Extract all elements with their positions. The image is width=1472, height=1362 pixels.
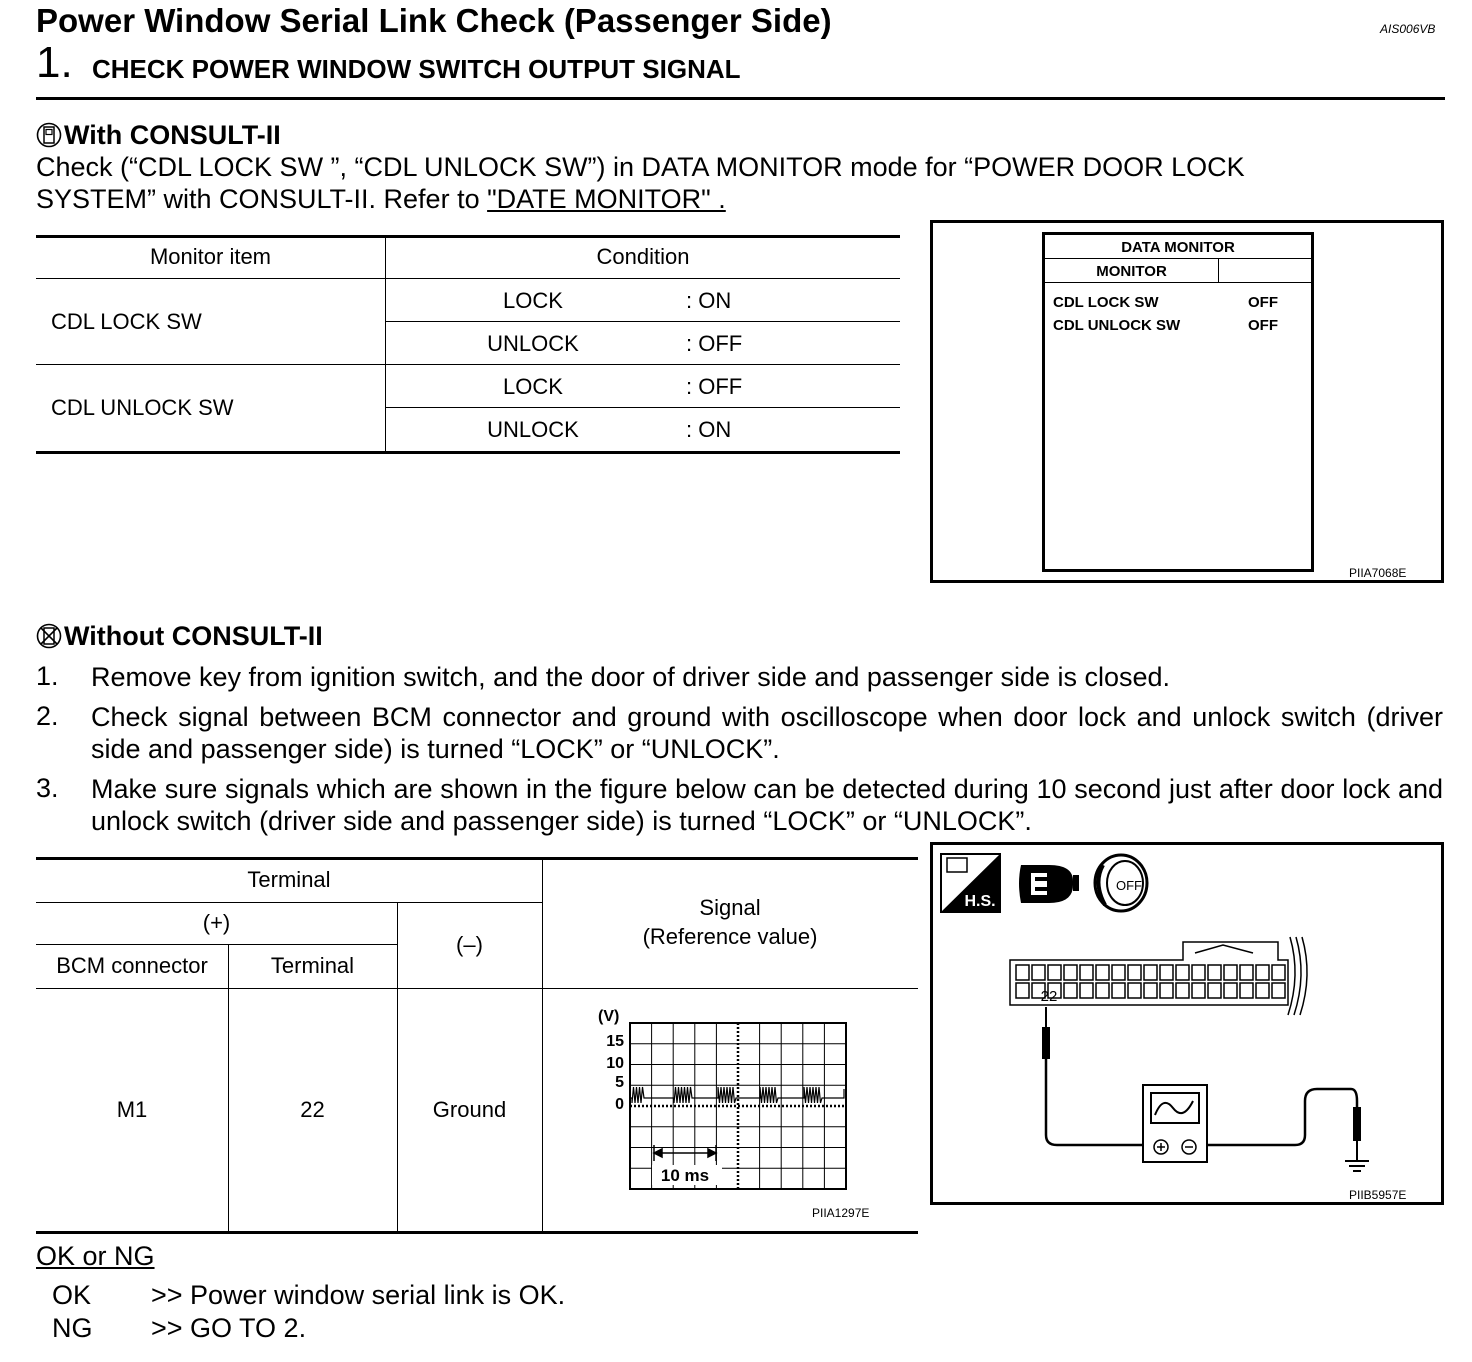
with-consult-label: With CONSULT-II bbox=[64, 120, 281, 150]
condition-value: : OFF bbox=[686, 331, 743, 356]
connector-pin bbox=[1240, 983, 1253, 998]
connector-pin bbox=[1048, 965, 1061, 980]
col-minus: (–) bbox=[456, 932, 483, 957]
scope-tick: 0 bbox=[615, 1096, 624, 1113]
figure-code: PIIB5957E bbox=[1349, 1188, 1407, 1202]
probe-ground bbox=[1207, 1089, 1369, 1171]
without-consult-label: Without CONSULT-II bbox=[64, 621, 323, 651]
connector-pin bbox=[1016, 983, 1029, 998]
with-consult-heading bbox=[36, 120, 281, 151]
data-monitor-figure bbox=[930, 220, 1444, 583]
harness-side-icon bbox=[941, 854, 1000, 912]
terminal-table bbox=[36, 857, 918, 1235]
without-consult-heading bbox=[36, 621, 323, 652]
condition-value: : OFF bbox=[686, 374, 743, 399]
connector-pin bbox=[1080, 965, 1093, 980]
consult-instruction-line2 bbox=[36, 183, 726, 215]
col-plus: (+) bbox=[202, 910, 231, 935]
monitor-table bbox=[36, 235, 900, 455]
cell-ground: Ground bbox=[432, 1097, 507, 1122]
condition-value: : ON bbox=[686, 288, 732, 313]
monitor-item-cdl-lock-sw: CDL LOCK SW bbox=[51, 309, 202, 334]
table-top-rule bbox=[36, 235, 900, 238]
col-monitor-item: Monitor item bbox=[149, 244, 272, 269]
connector-pin bbox=[1144, 965, 1157, 980]
connector-pin bbox=[1240, 965, 1253, 980]
step-1-number: 1. bbox=[36, 661, 59, 691]
connector-pin bbox=[1064, 983, 1077, 998]
condition-value: : ON bbox=[686, 417, 732, 442]
table-divider bbox=[385, 238, 386, 453]
step-1-text: Remove key from ignition switch, and the door of driver side and passenger side is closed. bbox=[91, 662, 1171, 692]
cell-terminal: 22 bbox=[300, 1097, 325, 1122]
col-terminal: Terminal bbox=[247, 867, 331, 892]
condition-state: UNLOCK bbox=[487, 417, 579, 442]
connector-pin bbox=[1272, 965, 1285, 980]
step-title: CHECK POWER WINDOW SWITCH OUTPUT SIGNAL bbox=[92, 54, 741, 84]
scope-unit: (V) bbox=[598, 1008, 620, 1025]
scope-tick: 15 bbox=[606, 1033, 624, 1050]
scope-time-label: 10 ms bbox=[660, 1166, 710, 1185]
condition-state: LOCK bbox=[503, 288, 563, 313]
cell-connector: M1 bbox=[116, 1097, 148, 1122]
col-signal: Signal bbox=[699, 895, 761, 920]
ignition-off-icon bbox=[1095, 855, 1147, 911]
probe-positive bbox=[1042, 1007, 1143, 1145]
step-2-text: Check signal between BCM connector and ground with oscilloscope when door lock and unlock switch (driver side and passenger side) is turned “LOCK” or “UNLOCK”. bbox=[91, 702, 1443, 764]
page-title: Power Window Serial Link Check (Passenger Side) bbox=[36, 2, 832, 39]
screen-row-value: OFF bbox=[1248, 294, 1278, 311]
ok-result-text: >> Power window serial link is OK. bbox=[151, 1280, 566, 1310]
table-rule bbox=[36, 988, 918, 989]
connector-pin bbox=[1176, 983, 1189, 998]
pin-22-label: 22 bbox=[1040, 988, 1058, 1005]
connector-pin bbox=[1208, 983, 1221, 998]
connector-pin bbox=[1096, 983, 1109, 998]
consult-icon bbox=[36, 122, 62, 148]
table-bottom-rule bbox=[36, 451, 900, 454]
connector-pin bbox=[1128, 983, 1141, 998]
screen-row-value: OFF bbox=[1248, 317, 1278, 334]
screen-row-label: CDL UNLOCK SW bbox=[1053, 317, 1181, 334]
table-top-rule bbox=[36, 857, 918, 860]
connector-pin bbox=[1176, 965, 1189, 980]
connector-pin bbox=[1160, 983, 1173, 998]
connector-pin bbox=[1064, 965, 1077, 980]
step-2-number: 2. bbox=[36, 701, 59, 731]
connector-pin bbox=[1208, 965, 1221, 980]
connector-pin bbox=[1256, 965, 1269, 980]
connector-pin bbox=[1192, 983, 1205, 998]
table-rule bbox=[36, 944, 397, 945]
connector-pin bbox=[1112, 965, 1125, 980]
ok-ng-heading bbox=[36, 1240, 155, 1272]
data-monitor-link[interactable]: "DATE MONITOR" . bbox=[487, 184, 726, 214]
step-number: 1. bbox=[36, 38, 73, 87]
connector-pin bbox=[1016, 965, 1029, 980]
document-id: AIS006VB bbox=[1380, 22, 1436, 36]
col-reference: (Reference value) bbox=[642, 924, 818, 949]
table-subrow-rule bbox=[386, 321, 900, 322]
connector-pin bbox=[1224, 965, 1237, 980]
screen-header: MONITOR bbox=[1096, 263, 1167, 280]
connector-pin bbox=[1272, 983, 1285, 998]
ok-label: OK bbox=[52, 1280, 92, 1310]
step-3-text: Make sure signals which are shown in the figure below can be detected during 10 second just after door lock and unlock switch (driver side and passenger side) is turned “LOCK” or “UNLOCK”. bbox=[91, 774, 1443, 836]
table-rule bbox=[36, 902, 542, 903]
no-consult-icon bbox=[36, 623, 62, 649]
scope-tick: 5 bbox=[615, 1074, 624, 1091]
connector-pin bbox=[1096, 965, 1109, 980]
off-label: OFF bbox=[1116, 878, 1142, 893]
table-subrow-rule bbox=[386, 407, 900, 408]
screen-divider bbox=[1218, 258, 1219, 283]
screen-rule bbox=[1045, 282, 1311, 283]
header-rule bbox=[36, 97, 1445, 100]
scope-tick: 10 bbox=[606, 1055, 624, 1072]
oscilloscope-waveform bbox=[588, 1007, 908, 1207]
wiring-figure bbox=[930, 842, 1444, 1205]
table-bottom-rule bbox=[36, 1231, 918, 1234]
figure-code: PIIA7068E bbox=[1349, 566, 1407, 580]
table-row-rule bbox=[36, 364, 900, 365]
connector-pin bbox=[1032, 965, 1045, 980]
monitor-item-cdl-unlock-sw: CDL UNLOCK SW bbox=[51, 395, 234, 420]
connector-pin bbox=[1256, 983, 1269, 998]
connector-pin bbox=[1080, 983, 1093, 998]
ok-ng-heading-text: OK or NG bbox=[36, 1241, 155, 1271]
screen-rule bbox=[1045, 258, 1311, 259]
connector-pin bbox=[1128, 965, 1141, 980]
connector-pin bbox=[1160, 965, 1173, 980]
condition-state: UNLOCK bbox=[487, 331, 579, 356]
screen-title: DATA MONITOR bbox=[1121, 239, 1235, 256]
connector-pin bbox=[1224, 983, 1237, 998]
connector-pin bbox=[1144, 983, 1157, 998]
ng-label: NG bbox=[52, 1313, 93, 1343]
figure-code: PIIA1297E bbox=[812, 1206, 870, 1220]
hs-label: H.S. bbox=[964, 893, 996, 910]
consult-instruction-text: SYSTEM” with CONSULT-II. Refer to bbox=[36, 184, 488, 214]
screen-row-label: CDL LOCK SW bbox=[1053, 294, 1159, 311]
step-3-number: 3. bbox=[36, 773, 59, 803]
col-condition: Condition bbox=[596, 244, 690, 269]
connector-pin bbox=[1192, 965, 1205, 980]
connector-pin bbox=[1112, 983, 1125, 998]
col-bcm-connector: BCM connector bbox=[56, 953, 208, 978]
consult-screen bbox=[1042, 232, 1314, 572]
col-terminal-number: Terminal bbox=[270, 953, 355, 978]
ng-result-link[interactable]: >> GO TO 2. bbox=[151, 1313, 307, 1343]
consult-instruction-line1: Check (“CDL LOCK SW ”, “CDL UNLOCK SW”) in DATA MONITOR mode for “POWER DOOR LOCK bbox=[36, 152, 1245, 182]
wiring-diagram bbox=[933, 845, 1441, 1202]
table-header-rule bbox=[36, 278, 900, 279]
connector-icon bbox=[1019, 865, 1079, 903]
condition-state: LOCK bbox=[503, 374, 563, 399]
oscilloscope-icon bbox=[1143, 1085, 1207, 1162]
